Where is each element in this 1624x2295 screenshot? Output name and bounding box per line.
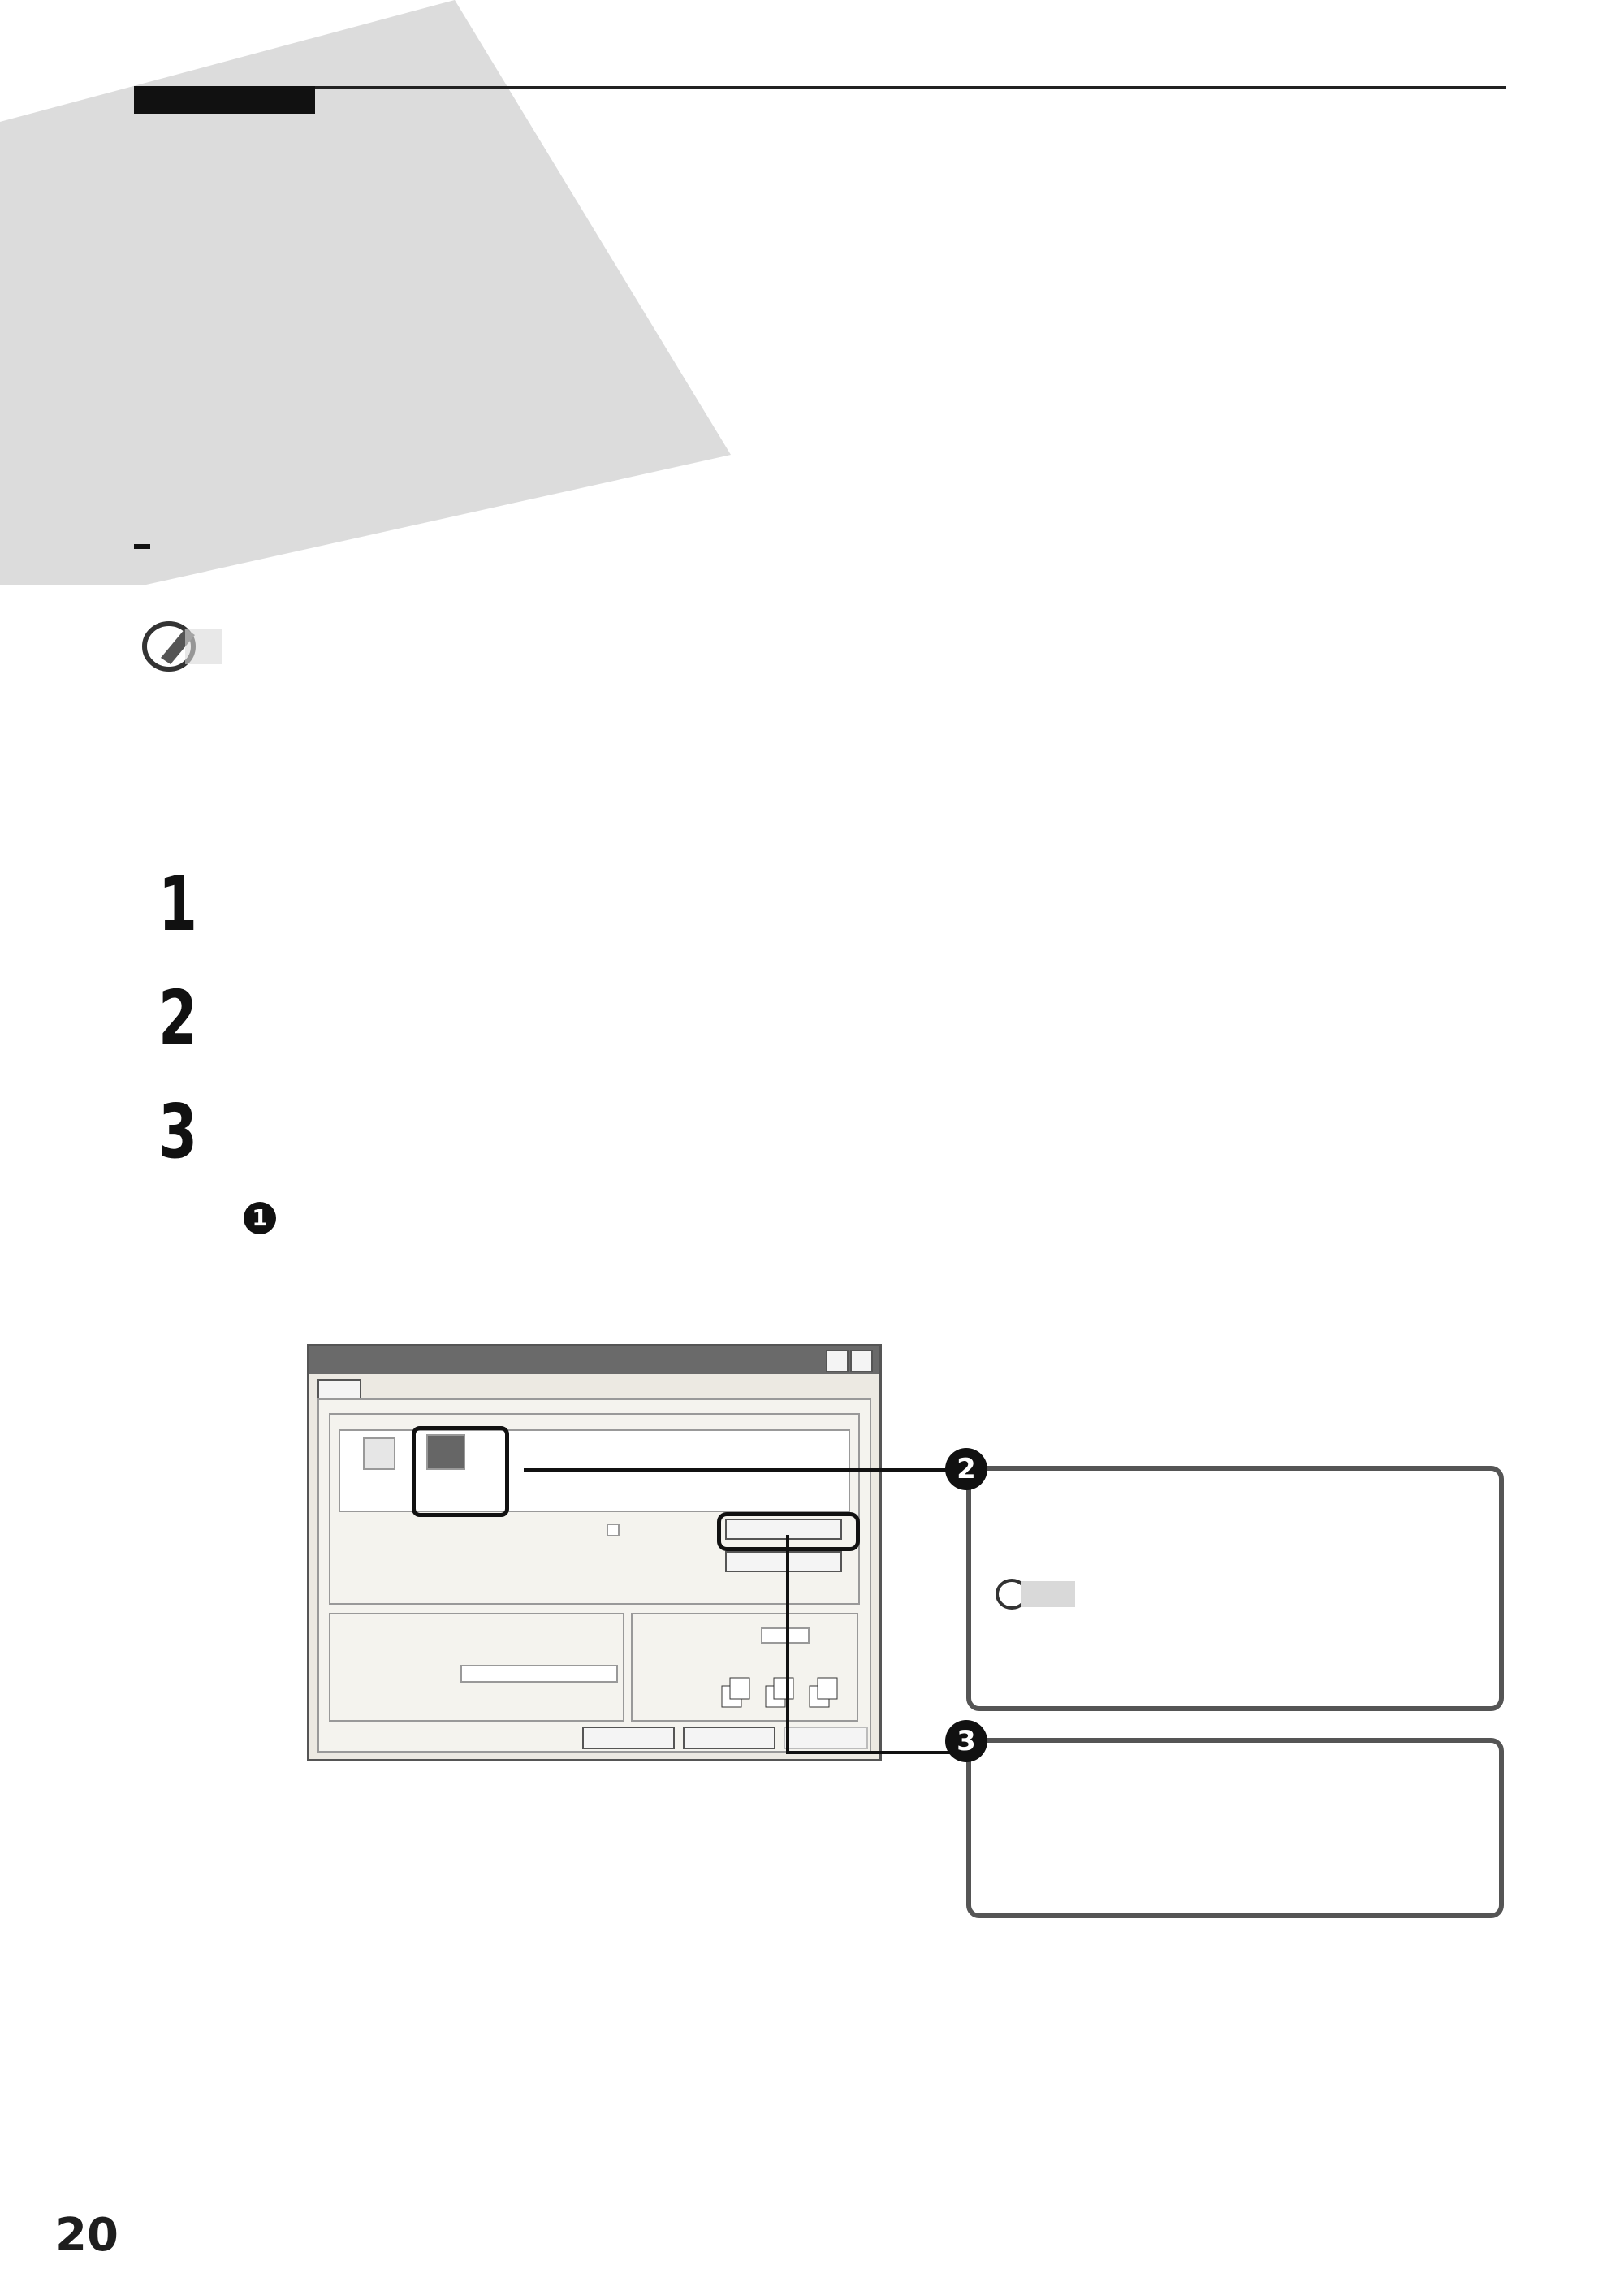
callout-2-marker: 2	[945, 1448, 987, 1490]
find-printer-button[interactable]	[725, 1551, 842, 1572]
print-to-file-checkbox[interactable]	[607, 1524, 620, 1536]
callout-3-marker: 3	[945, 1720, 987, 1762]
callout-3	[966, 1738, 1504, 1918]
tab-general[interactable]	[317, 1379, 361, 1400]
print-button[interactable]	[582, 1727, 675, 1749]
cancel-button[interactable]	[683, 1727, 775, 1749]
pages-input[interactable]	[460, 1665, 618, 1683]
callout-2-reference-icon	[992, 1576, 1082, 1612]
os-badge	[134, 544, 150, 549]
step-number-3: 3	[158, 1088, 198, 1175]
apply-button[interactable]	[784, 1727, 868, 1749]
connector-line-3-vertical	[786, 1535, 789, 1753]
close-icon[interactable]	[850, 1350, 873, 1372]
highlight-printer	[412, 1426, 509, 1517]
header-rule	[134, 86, 1506, 89]
dialog-body	[314, 1379, 875, 1754]
substep-marker: 1	[244, 1202, 276, 1234]
collate-illustration	[720, 1675, 850, 1710]
step-number-2: 2	[158, 975, 198, 1061]
reference-icon	[136, 617, 226, 674]
copies-input[interactable]	[761, 1627, 810, 1644]
connector-line-2	[524, 1468, 966, 1472]
add-printer-icon[interactable]	[363, 1437, 395, 1470]
help-icon[interactable]	[826, 1350, 849, 1372]
connector-line-3-horizontal	[786, 1751, 966, 1754]
page-number: 20	[55, 2209, 119, 2262]
header-tab-bar	[134, 86, 315, 114]
dialog-titlebar	[309, 1346, 879, 1374]
print-dialog	[307, 1344, 882, 1761]
callout-2	[966, 1466, 1504, 1711]
step-number-1: 1	[158, 861, 198, 948]
